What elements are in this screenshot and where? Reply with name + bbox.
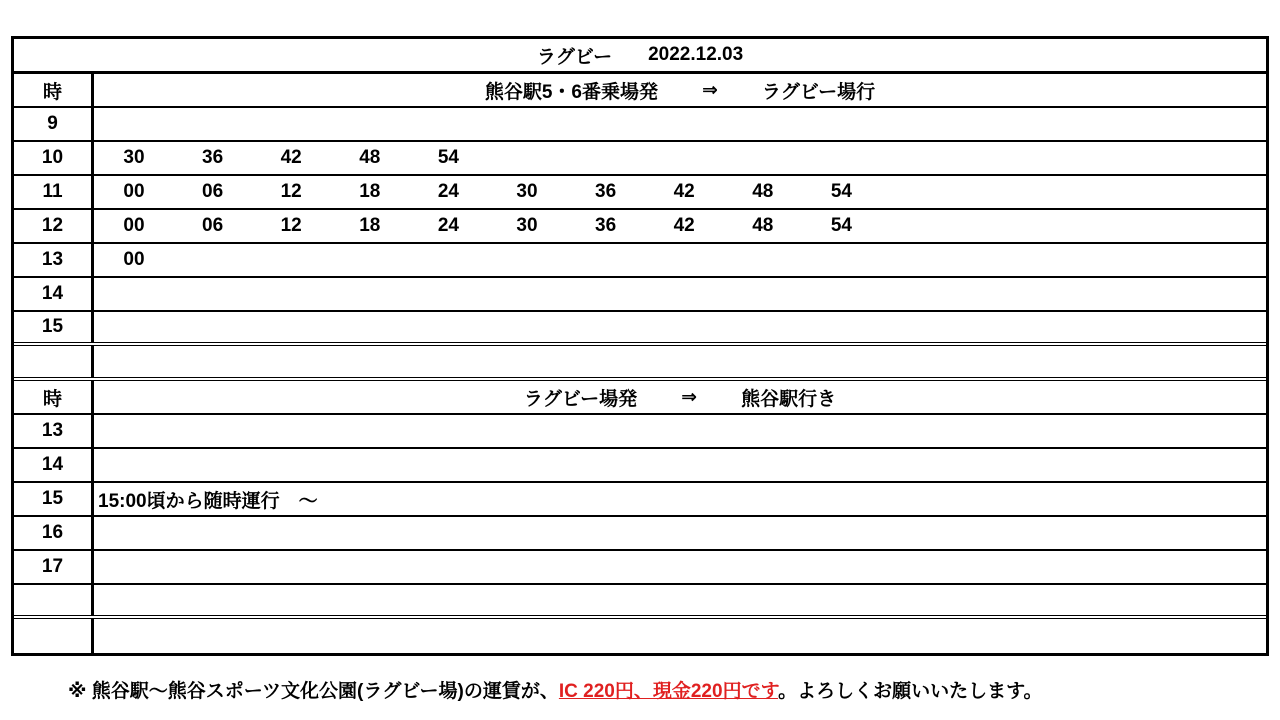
hour-cell: 15	[14, 312, 94, 342]
hour-cell: 15	[14, 483, 94, 515]
fare-note-prefix: ※ 熊谷駅～熊谷スポーツ文化公園(ラグビー場)の運賃が、	[68, 681, 559, 702]
departure-minute: 18	[359, 181, 381, 202]
table-row	[14, 108, 1266, 142]
departure-minute: 54	[830, 181, 852, 202]
departure-minute: 06	[202, 215, 224, 236]
table-row	[14, 210, 1266, 244]
hour-cell: 10	[14, 142, 94, 174]
route-header	[94, 74, 1266, 106]
arrow-icon: ⇒	[681, 386, 698, 408]
note-cell	[94, 449, 1266, 481]
table-row	[14, 176, 1266, 210]
hour-column-header: 時	[14, 381, 94, 413]
fare-note-highlight: IC 220円、現金220円です	[558, 681, 779, 702]
table-row	[14, 312, 1266, 346]
table-row	[14, 449, 1266, 483]
minutes-cell	[94, 176, 1266, 208]
table-row	[14, 551, 1266, 585]
route-origin: ラグビー場発	[523, 388, 638, 410]
minutes-cell	[94, 312, 1266, 342]
departure-minute: 48	[752, 181, 774, 202]
blank-row	[14, 619, 1266, 653]
table-row	[14, 278, 1266, 312]
hour-cell: 17	[14, 551, 94, 583]
route-header	[94, 381, 1266, 413]
minutes-cell	[94, 244, 1266, 276]
departure-minute: 42	[673, 181, 695, 202]
hour-cell: 16	[14, 517, 94, 549]
hour-cell: 11	[14, 176, 94, 208]
departure-minute: 12	[280, 215, 302, 236]
minutes-cell	[94, 108, 1266, 140]
note-cell	[94, 551, 1266, 583]
hour-cell: 13	[14, 415, 94, 447]
minutes-cell	[94, 142, 1266, 174]
minutes-cell	[94, 210, 1266, 242]
fare-note	[68, 676, 1043, 703]
departure-minute: 48	[359, 147, 381, 168]
departure-minute: 54	[830, 215, 852, 236]
hour-cell: 14	[14, 278, 94, 310]
note-cell	[94, 483, 1266, 515]
departure-minute: 30	[123, 147, 145, 168]
fare-note-suffix: 。よろしくお願いいたします。	[778, 681, 1043, 702]
hour-column-header: 時	[14, 74, 94, 106]
service-note: 15:00頃から随時運行 ～	[98, 490, 318, 512]
section2-header	[14, 381, 1266, 415]
departure-minute: 24	[437, 181, 459, 202]
departure-minute: 36	[595, 181, 617, 202]
table-row	[14, 244, 1266, 278]
hour-cell: 9	[14, 108, 94, 140]
note-cell	[94, 415, 1266, 447]
departure-minute: 00	[123, 249, 145, 270]
event-date: 2022.12.03	[648, 44, 744, 65]
departure-minute: 12	[280, 181, 302, 202]
route-origin: 熊谷駅5・6番乗場発	[484, 81, 658, 103]
departure-minute: 36	[202, 147, 224, 168]
timetable	[11, 36, 1269, 656]
departure-minute: 42	[673, 215, 695, 236]
table-row	[14, 483, 1266, 517]
arrow-icon: ⇒	[701, 79, 718, 101]
departure-minute: 06	[202, 181, 224, 202]
departure-minute: 18	[359, 215, 381, 236]
hour-cell: 12	[14, 210, 94, 242]
hour-cell: 14	[14, 449, 94, 481]
departure-minute: 42	[280, 147, 302, 168]
departure-minute: 54	[437, 147, 459, 168]
departure-minute: 00	[123, 181, 145, 202]
hour-cell: 13	[14, 244, 94, 276]
route-destination: 熊谷駅行き	[741, 388, 837, 410]
departure-minute: 30	[516, 215, 538, 236]
note-cell	[94, 517, 1266, 549]
departure-minute: 48	[752, 215, 774, 236]
table-row	[14, 517, 1266, 551]
departure-minute: 24	[437, 215, 459, 236]
departure-minute: 00	[123, 215, 145, 236]
departure-minute: 30	[516, 181, 538, 202]
blank-row	[14, 585, 1266, 619]
section-separator	[14, 346, 1266, 381]
section1-header	[14, 74, 1266, 108]
event-name: ラグビー	[536, 46, 613, 68]
route-destination: ラグビー場行	[761, 81, 876, 103]
table-row	[14, 142, 1266, 176]
table-row	[14, 415, 1266, 449]
timetable-title	[14, 39, 1266, 74]
minutes-cell	[94, 278, 1266, 310]
departure-minute: 36	[595, 215, 617, 236]
